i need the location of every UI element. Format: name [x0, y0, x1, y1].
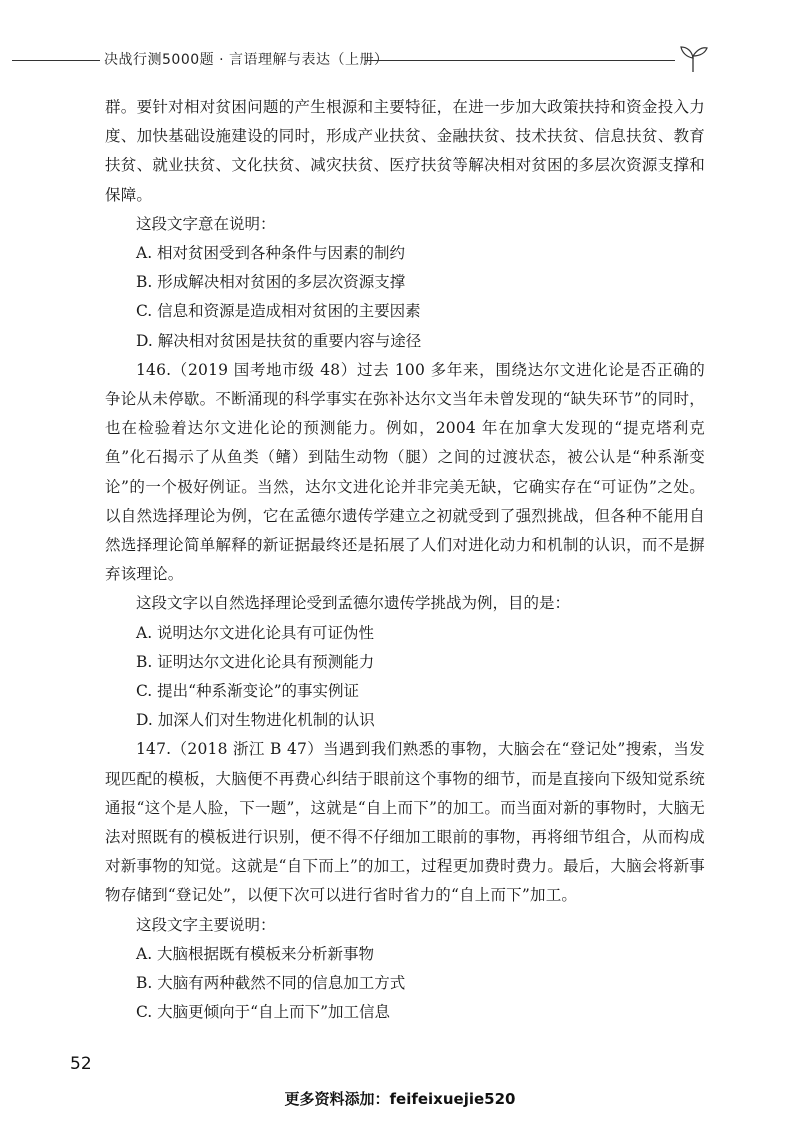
answer-option: A. 说明达尔文进化论具有可证伪性	[136, 623, 375, 642]
answer-option: B. 大脑有两种截然不同的信息加工方式	[136, 974, 406, 993]
answer-option: A. 相对贫困受到各种条件与因素的制约	[136, 244, 406, 263]
answer-option: D. 加深人们对生物进化机制的认识	[136, 711, 375, 730]
question-stem: 这段文字主要说明：	[136, 915, 276, 934]
paragraph: 147.（2018 浙江 B 47）当遇到我们熟悉的事物，大脑会在“登记处”搜索，当发现匹配的模板，大脑便不再费心纠结于眼前这个事物的细节，而是直接向下级知觉系统通报“这个是人脸，下一题”，这就是“自上而下”的加工。而当面对新的事物时，大脑无法对照既有的模板进行识别，便不得不仔细加工眼前的事物，再将细节组合，从而构成对新事物的知觉。这就是“自下而上”的加工，过程更加费时费力。最后，大脑会将新事物存储到“登记处”，以便下次可以进行省时省力的“自上而下”加工。	[105, 740, 705, 905]
page-number: 52	[70, 1054, 92, 1074]
answer-option: C. 信息和资源是造成相对贫困的主要因素	[136, 302, 421, 321]
paragraph: 146.（2019 国考地市级 48）过去 100 多年来，围绕达尔文进化论是否正确的争论从未停歇。不断涌现的科学事实在弥补达尔文当年未曾发现的“缺失环节”的同时，也在检验着达尔文进化论的预测能力。例如，2004 年在加拿大发现的“提克塔利克鱼”化石揭示了从鱼类（鳍）到陆生动物（腿）之间的过渡状态，被公认是“种系渐变论”的一个极好例证。当然，达尔文进化论并非完美无缺，它确实存在“可证伪”之处。以自然选择理论为例，它在孟德尔遗传学建立之初就受到了强烈挑战，但各种不能用自然选择理论简单解释的新证据最终还是拓展了人们对进化动力和机制的认识，而不是摒弃该理论。	[105, 360, 705, 584]
running-header	[0, 44, 800, 74]
answer-option: B. 证明达尔文进化论具有预测能力	[136, 652, 375, 671]
footer-note: 更多资料添加：feifeixuejie520	[284, 1090, 516, 1108]
answer-option: C. 大脑更倾向于“自上而下”加工信息	[136, 1003, 391, 1022]
sprout-icon	[676, 44, 710, 74]
page-body	[105, 93, 705, 1028]
header-rule-left	[12, 60, 100, 61]
answer-option: A. 大脑根据既有模板来分析新事物	[136, 944, 375, 963]
question-stem: 这段文字意在说明：	[136, 214, 276, 233]
question-stem: 这段文字以自然选择理论受到孟德尔遗传学挑战为例，目的是：	[136, 594, 571, 613]
answer-option: B. 形成解决相对贫困的多层次资源支撑	[136, 273, 406, 292]
answer-option: D. 解决相对贫困是扶贫的重要内容与途径	[136, 331, 422, 350]
paragraph: 群。要针对相对贫困问题的产生根源和主要特征，在进一步加大政策扶持和资金投入力度、加快基础设施建设的同时，形成产业扶贫、金融扶贫、技术扶贫、信息扶贫、教育扶贫、就业扶贫、文化扶贫、减灾扶贫、医疗扶贫等解决相对贫困的多层次资源支撑和保障。	[105, 98, 705, 204]
answer-option: C. 提出“种系渐变论”的事实例证	[136, 682, 360, 701]
header-rule-right	[365, 60, 675, 61]
book-title: 决战行测5000题 · 言语理解与表达（上册）	[104, 52, 389, 68]
